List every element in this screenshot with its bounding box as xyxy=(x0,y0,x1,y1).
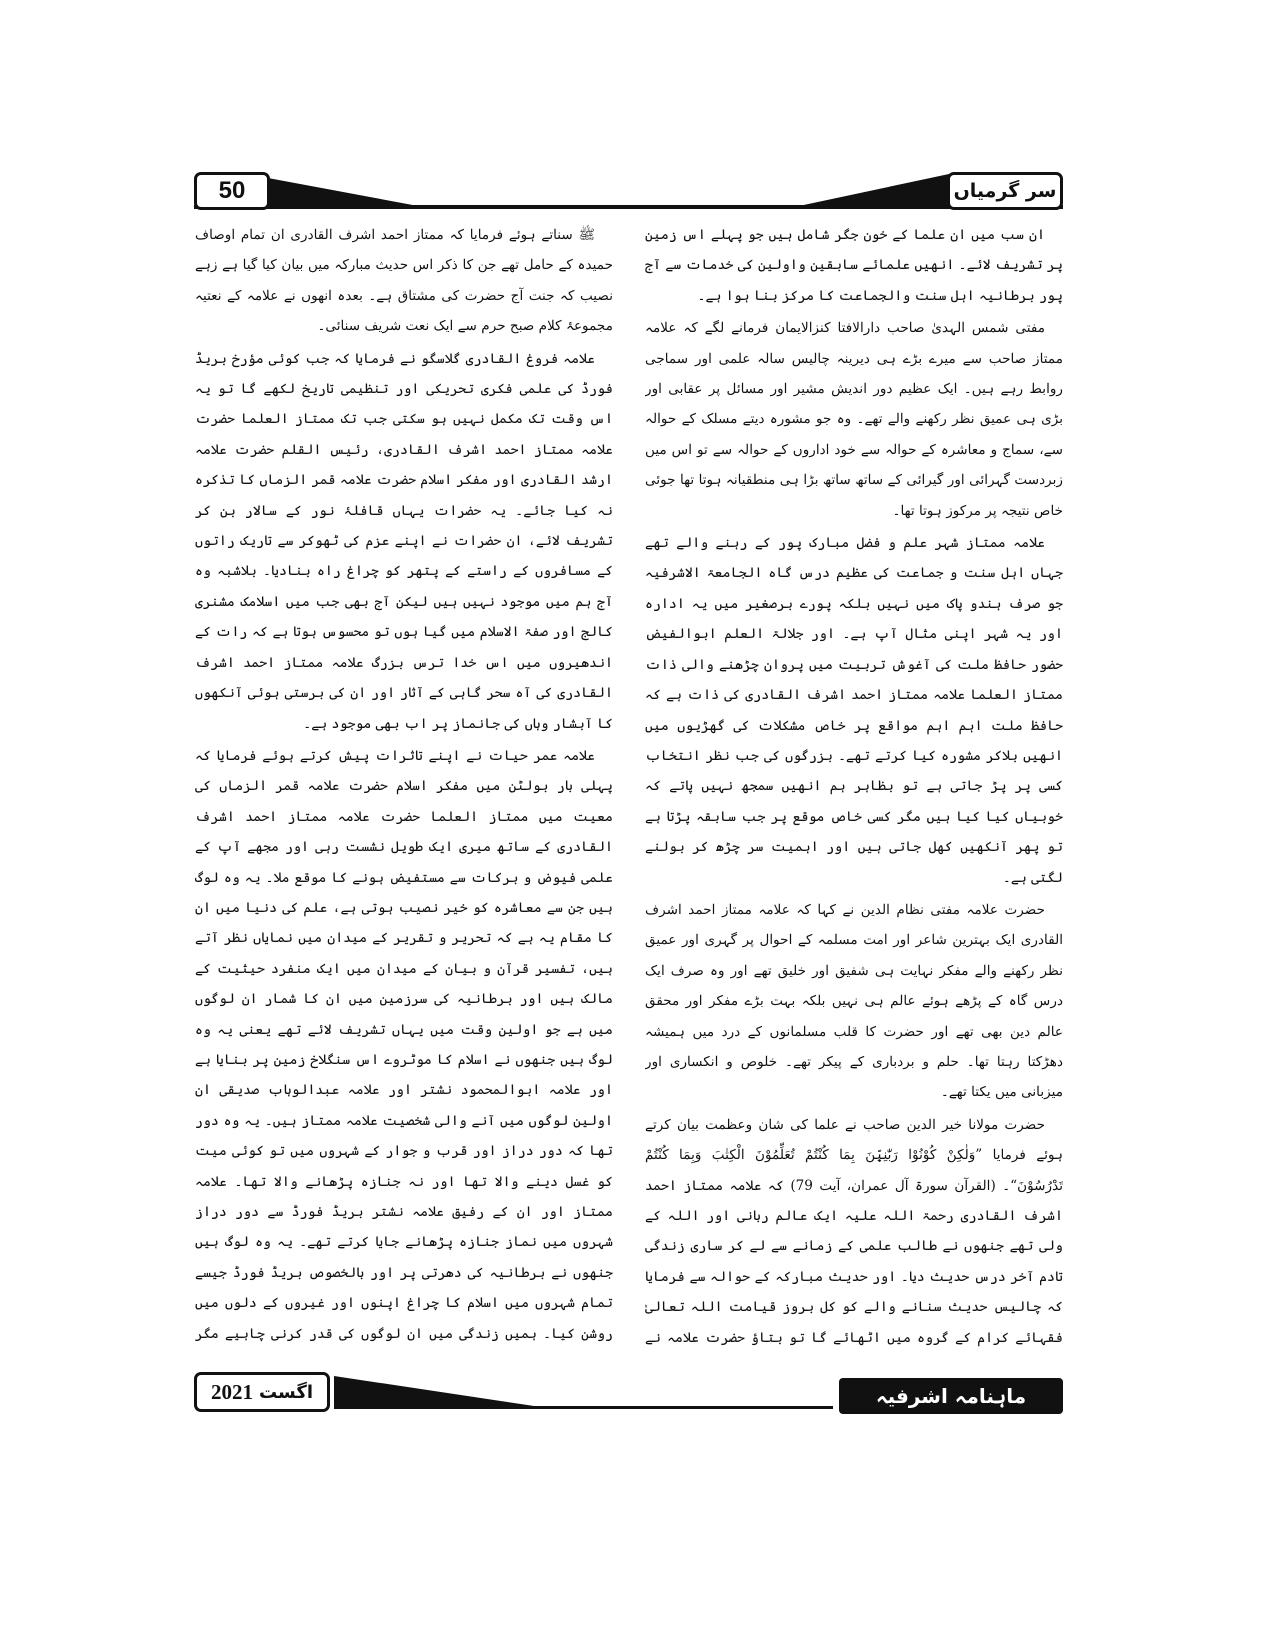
paragraph: علامہ عمر حیات نے اپنے تاثرات پیش کرتے ہوئے فرمایا کہ پہلی بار بولٹن میں مفکر اسلام حضرت علامہ قمر الزماں کی معیت میں ممتاز العلما حضرت علامہ ممتاز احمد اشرف القادری کے ساتھ میری ایک طویل نشست رہی اور مجھے آپ کے علمی فیوض و برکات سے مستفیض ہونے کا موقع ملا۔ یہ وہ لوگ ہیں جن سے معاشرہ کو خیر نصیب ہوتی ہے، علم کی دنیا میں ان کا مقام یہ ہے کہ تحریر و تقریر کے میدان میں نمایاں نظر آتے ہیں، تفسیر قرآن و بیان کے میدان میں ایک منفرد حیثیت کے مالک ہیں اور برطانیہ کی سرزمین میں ان کا شمار ان لوگوں میں ہے جو اولین وقت میں یہاں تشریف لائے تھے یعنی یہ وہ لوگ ہیں جنھوں نے اسلام کا موٹروے اس سنگلاخ زمین پر بنایا ہے اور علامہ ابوالمحمود نشتر اور علامہ عبدالوہاب صدیقی ان اولین لوگوں میں آنے والی شخصیت علامہ ممتاز ہیں۔ یہ وہ دور تھا کہ دور دراز اور قرب و جوار کے شہروں میں تو کوئی میت کو غسل دینے والا تھا اور نہ جنازہ پڑھانے والا تھا۔ علامہ ممتاز اور ان کے رفیق علامہ نشتر بریڈ فورڈ سے دور دراز شہروں میں نماز جنازہ پڑھانے جایا کرتے تھے۔ یہ وہ لوگ ہیں جنھوں نے برطانیہ کی دھرتی پر اور بالخصوص بریڈ فورڈ جیسے تمام شہروں میں اسلام کا چراغ اپنوں اور غیروں کے دلوں میں روشن کیا۔ ہمیں زندگی میں ان لوگوں کی قدر کرنی چاہیے مگر xyxy=(195,747,613,1342)
section-title: سر گرمیاں xyxy=(947,172,1063,210)
page-footer xyxy=(194,1372,1063,1418)
issue-year: 2021 xyxy=(211,1379,253,1404)
page-header xyxy=(194,172,1063,212)
footer-wedge xyxy=(334,1374,554,1408)
paragraph: علامہ ممتاز شہر علم و فضل مبارک پور کے رہنے والے تھے جہاں اہل سنت و جماعت کی عظیم درس گاہ الجامعۃ الاشرفیہ جو صرف ہندو پاک میں نہیں بلکہ پورے برصغیر میں یہ ادارہ اور یہ شہر اپنی مثال آپ ہے۔ اور جلالۃ العلم ابوالفیض حضور حافظ ملت کی آغوش تربیت میں پروان چڑھنے والی ذات ممتاز العلما علامہ ممتاز احمد اشرف القادری کی ذات ہے کہ حافظ ملت اہم اہم مواقع پر خاص مشکلات کی گھڑیوں میں انھیں بلاکر مشورہ کیا کرتے تھے۔ بزرگوں کی جب نظر انتخاب کسی پر پڑ جاتی ہے تو بظاہر ہم انھیں سمجھ نہیں پاتے کہ خوبیاں کیا کیا ہیں مگر کسی خاص موقع پر جب سابقہ پڑتا ہے تو پھر آنکھیں کھل جاتی ہیں اور اہمیت سر چڑھ کر بولنے لگتی ہے۔ xyxy=(645,535,1063,886)
header-right-wedge xyxy=(789,174,949,208)
magazine-name: ماہنامہ اشرفیہ xyxy=(839,1378,1063,1414)
issue-date xyxy=(194,1372,330,1412)
right-column xyxy=(645,220,1063,1352)
paragraph: حضرت علامہ مفتی نظام الدین نے کہا کہ علامہ ممتاز احمد اشرف القادری ایک بہترین شاعر اور امت مسلمہ کے احوال پر گہری اور عمیق نظر رکھنے والے مفکر نہایت ہی شفیق اور خلیق تھے اور وہ صرف ایک درس گاہ کے پڑھے ہوئے عالم ہی نہیں بلکہ بہت بڑے مفکر اور محقق عالم دین بھی تھے اور حضرت کا قلب مسلمانوں کے درد میں ہمیشہ دھڑکتا رہتا تھا۔ حلم و بردباری کے پیکر تھے۔ خلوص و انکساری اور میزبانی میں یکتا تھے۔ xyxy=(645,901,1063,1101)
paragraph: ﷺ سناتے ہوئے فرمایا کہ ممتاز احمد اشرف القادری ان تمام اوصاف حمیدہ کے حامل تھے جن کا ذکر اس حدیث مبارکہ میں بیان کیا گیا ہے زہے نصیب کہ جنت آج حضرت کی مشتاق ہے۔ بعدہ انھوں نے علامہ کے نعتیہ مجموعۂ کلام صبح حرم سے ایک نعت شریف سنائی۔ xyxy=(195,227,613,335)
paragraph: علامہ فروغ القادری گلاسگو نے فرمایا کہ جب کوئی مؤرخ بریڈ فورڈ کی علمی فکری تحریکی اور تنظیمی تاریخ لکھے گا تو یہ اس وقت تک مکمل نہیں ہو سکتی جب تک ممتاز العلما حضرت علامہ ممتاز احمد اشرف القادری، رئیس القلم حضرت علامہ ارشد القادری اور مفکر اسلام حضرت علامہ قمر الزماں کا تذکرہ نہ کیا جائے۔ یہ حضرات یہاں قافلۂ نور کے سالار بن کر تشریف لائے، ان حضرات نے اپنے عزم کی ٹھوکر سے تاریک راتوں کے مسافروں کے راستے کے پتھر کو چراغ راہ بنادیا۔ بلاشبہ وہ آج ہم میں موجود نہیں ہیں لیکن آج بھی جب میں اسلامک مشنری کالج اور صفۃ الاسلام میں گیا ہوں تو محسوس ہوتا ہے کہ رات کے اندھیروں میں اس خدا ترس بزرگ علامہ ممتاز احمد اشرف القادری کی آہ سحر گاہی کے آثار اور ان کی برستی ہوئی آنکھوں کا آبشار وہاں کی جانماز پر اب بھی موجود ہے۔ xyxy=(195,350,613,732)
paragraph: مفتی شمس الہدیٰ صاحب دارالافتا کنزالایمان فرمانے لگے کہ علامہ ممتاز صاحب سے میرے بڑے ہی دیرینہ چالیس سالہ علمی اور سماجی روابط رہے ہیں۔ ایک عظیم دور اندیش مشیر اور مسائل پر عقابی اور بڑی ہی عمیق نظر رکھنے والے تھے۔ وہ جو مشورہ دیتے مسلک کے حوالہ سے، سماج و معاشرہ کے حوالہ سے خود اداروں کے حوالہ سے تو اس میں زبردست گہرائی اور گیرائی کے ساتھ ساتھ بڑا ہی منطقیانہ ہوتا تھا جوئی خاص نتیجہ پر مرکوز ہوتا تھا۔ xyxy=(645,320,1063,519)
paragraph: حضرت مولانا خیر الدین صاحب نے علما کی شان وعظمت بیان کرتے ہوئے فرمایا ”وَلٰکِنْ کُوْنُوْا رَبّٰنِیّٖنَ بِمَا کُنْتُمْ تُعَلِّمُوْنَ الْکِتٰبَ وَبِمَا کُنْتُمْ تَدْرُسُوْنَ“۔ (القرآن سورۃ آل عمران، آیت 79) کہ علامہ ممتاز احمد اشرف القادری رحمۃ اللہ علیہ ایک عالم ربانی اور اللہ کے ولی تھے جنھوں نے طالب علمی کے زمانے سے لے کر ساری زندگی تادم آخر درس حدیث دیا۔ اور حدیث مبارکہ کے حوالہ سے فرمایا کہ چالیس حدیث سنانے والے کو کل بروز قیامت اللہ تعالیٰ فقہائے کرام کے گروہ میں اٹھائے گا تو بتاؤ حضرت علامہ نے xyxy=(645,1116,1063,1346)
page-number: 50 xyxy=(194,172,270,210)
header-left-wedge xyxy=(268,174,428,208)
paragraph: ان سب میں ان علما کے خون جگر شامل ہیں جو پہلے اس زمین پر تشریف لائے۔ انھیں علمائے سابقین واولین کی خدمات سے آج پور برطانیہ اہل سنت والجماعت کا مرکز بنا ہوا ہے۔ xyxy=(645,227,1063,304)
issue-month: اگست xyxy=(259,1381,314,1403)
left-column xyxy=(195,220,613,1352)
